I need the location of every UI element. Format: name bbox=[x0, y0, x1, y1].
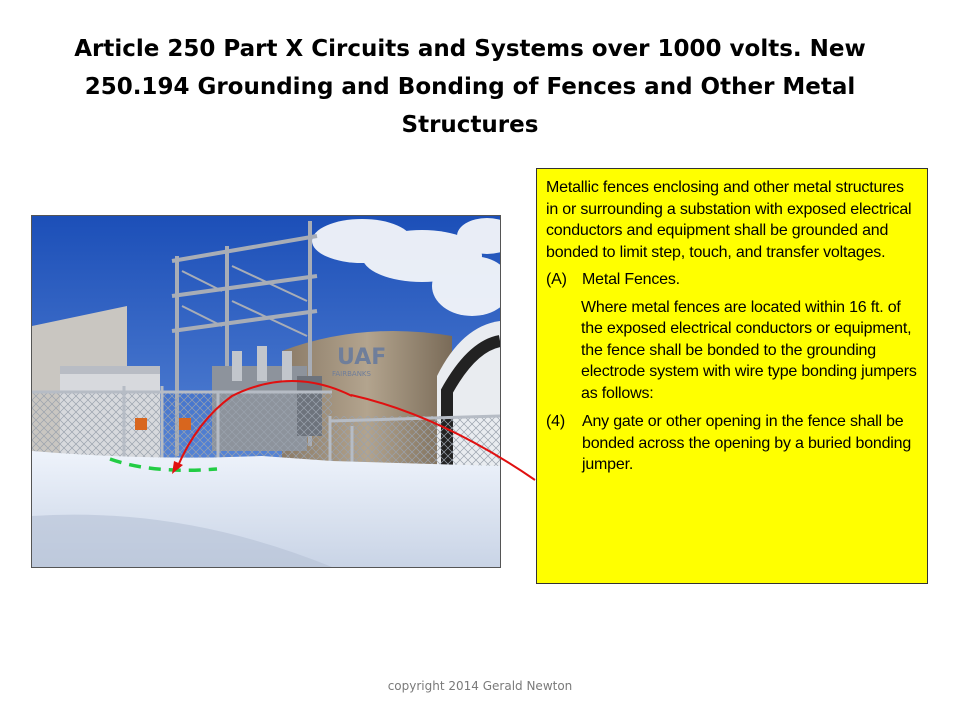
note-body: Where metal fences are located within 16 ft. of the exposed electrical conductors or equipment, the fence shall be bonded to the grounding electrode system with wire type bonding jumpers as follows: bbox=[581, 298, 917, 402]
title-line-3: Structures bbox=[401, 112, 539, 138]
slide-title bbox=[40, 30, 900, 144]
tank-logo-sub: FAIRBANKS bbox=[332, 370, 371, 378]
title-line-2: 250.194 Grounding and Bonding of Fences and Other Metal bbox=[84, 74, 856, 100]
warning-sign bbox=[135, 418, 147, 430]
item-4 bbox=[546, 411, 919, 476]
item-4-text: Any gate or other opening in the fence shall be bonded across the opening by a buried bonding jumper. bbox=[582, 413, 912, 473]
copyright-footer: copyright 2014 Gerald Newton bbox=[387, 679, 573, 693]
code-text-box bbox=[536, 168, 928, 584]
tank-logo: UAF bbox=[337, 345, 387, 370]
substation-photo bbox=[31, 215, 501, 568]
item-a-text: Metal Fences. bbox=[582, 271, 680, 288]
title-line-1: Article 250 Part X Circuits and Systems over 1000 volts. New bbox=[74, 36, 866, 62]
warning-sign bbox=[179, 418, 191, 430]
note-intro: Metallic fences enclosing and other metal structures in or surrounding a substation with exposed electrical conductors and equipment shall be grounded and bonded to limit step, touch, and transfer voltages. bbox=[546, 179, 912, 261]
item-4-mark: (4) bbox=[546, 413, 565, 430]
item-a bbox=[546, 269, 919, 291]
item-a-mark: (A) bbox=[546, 271, 567, 288]
